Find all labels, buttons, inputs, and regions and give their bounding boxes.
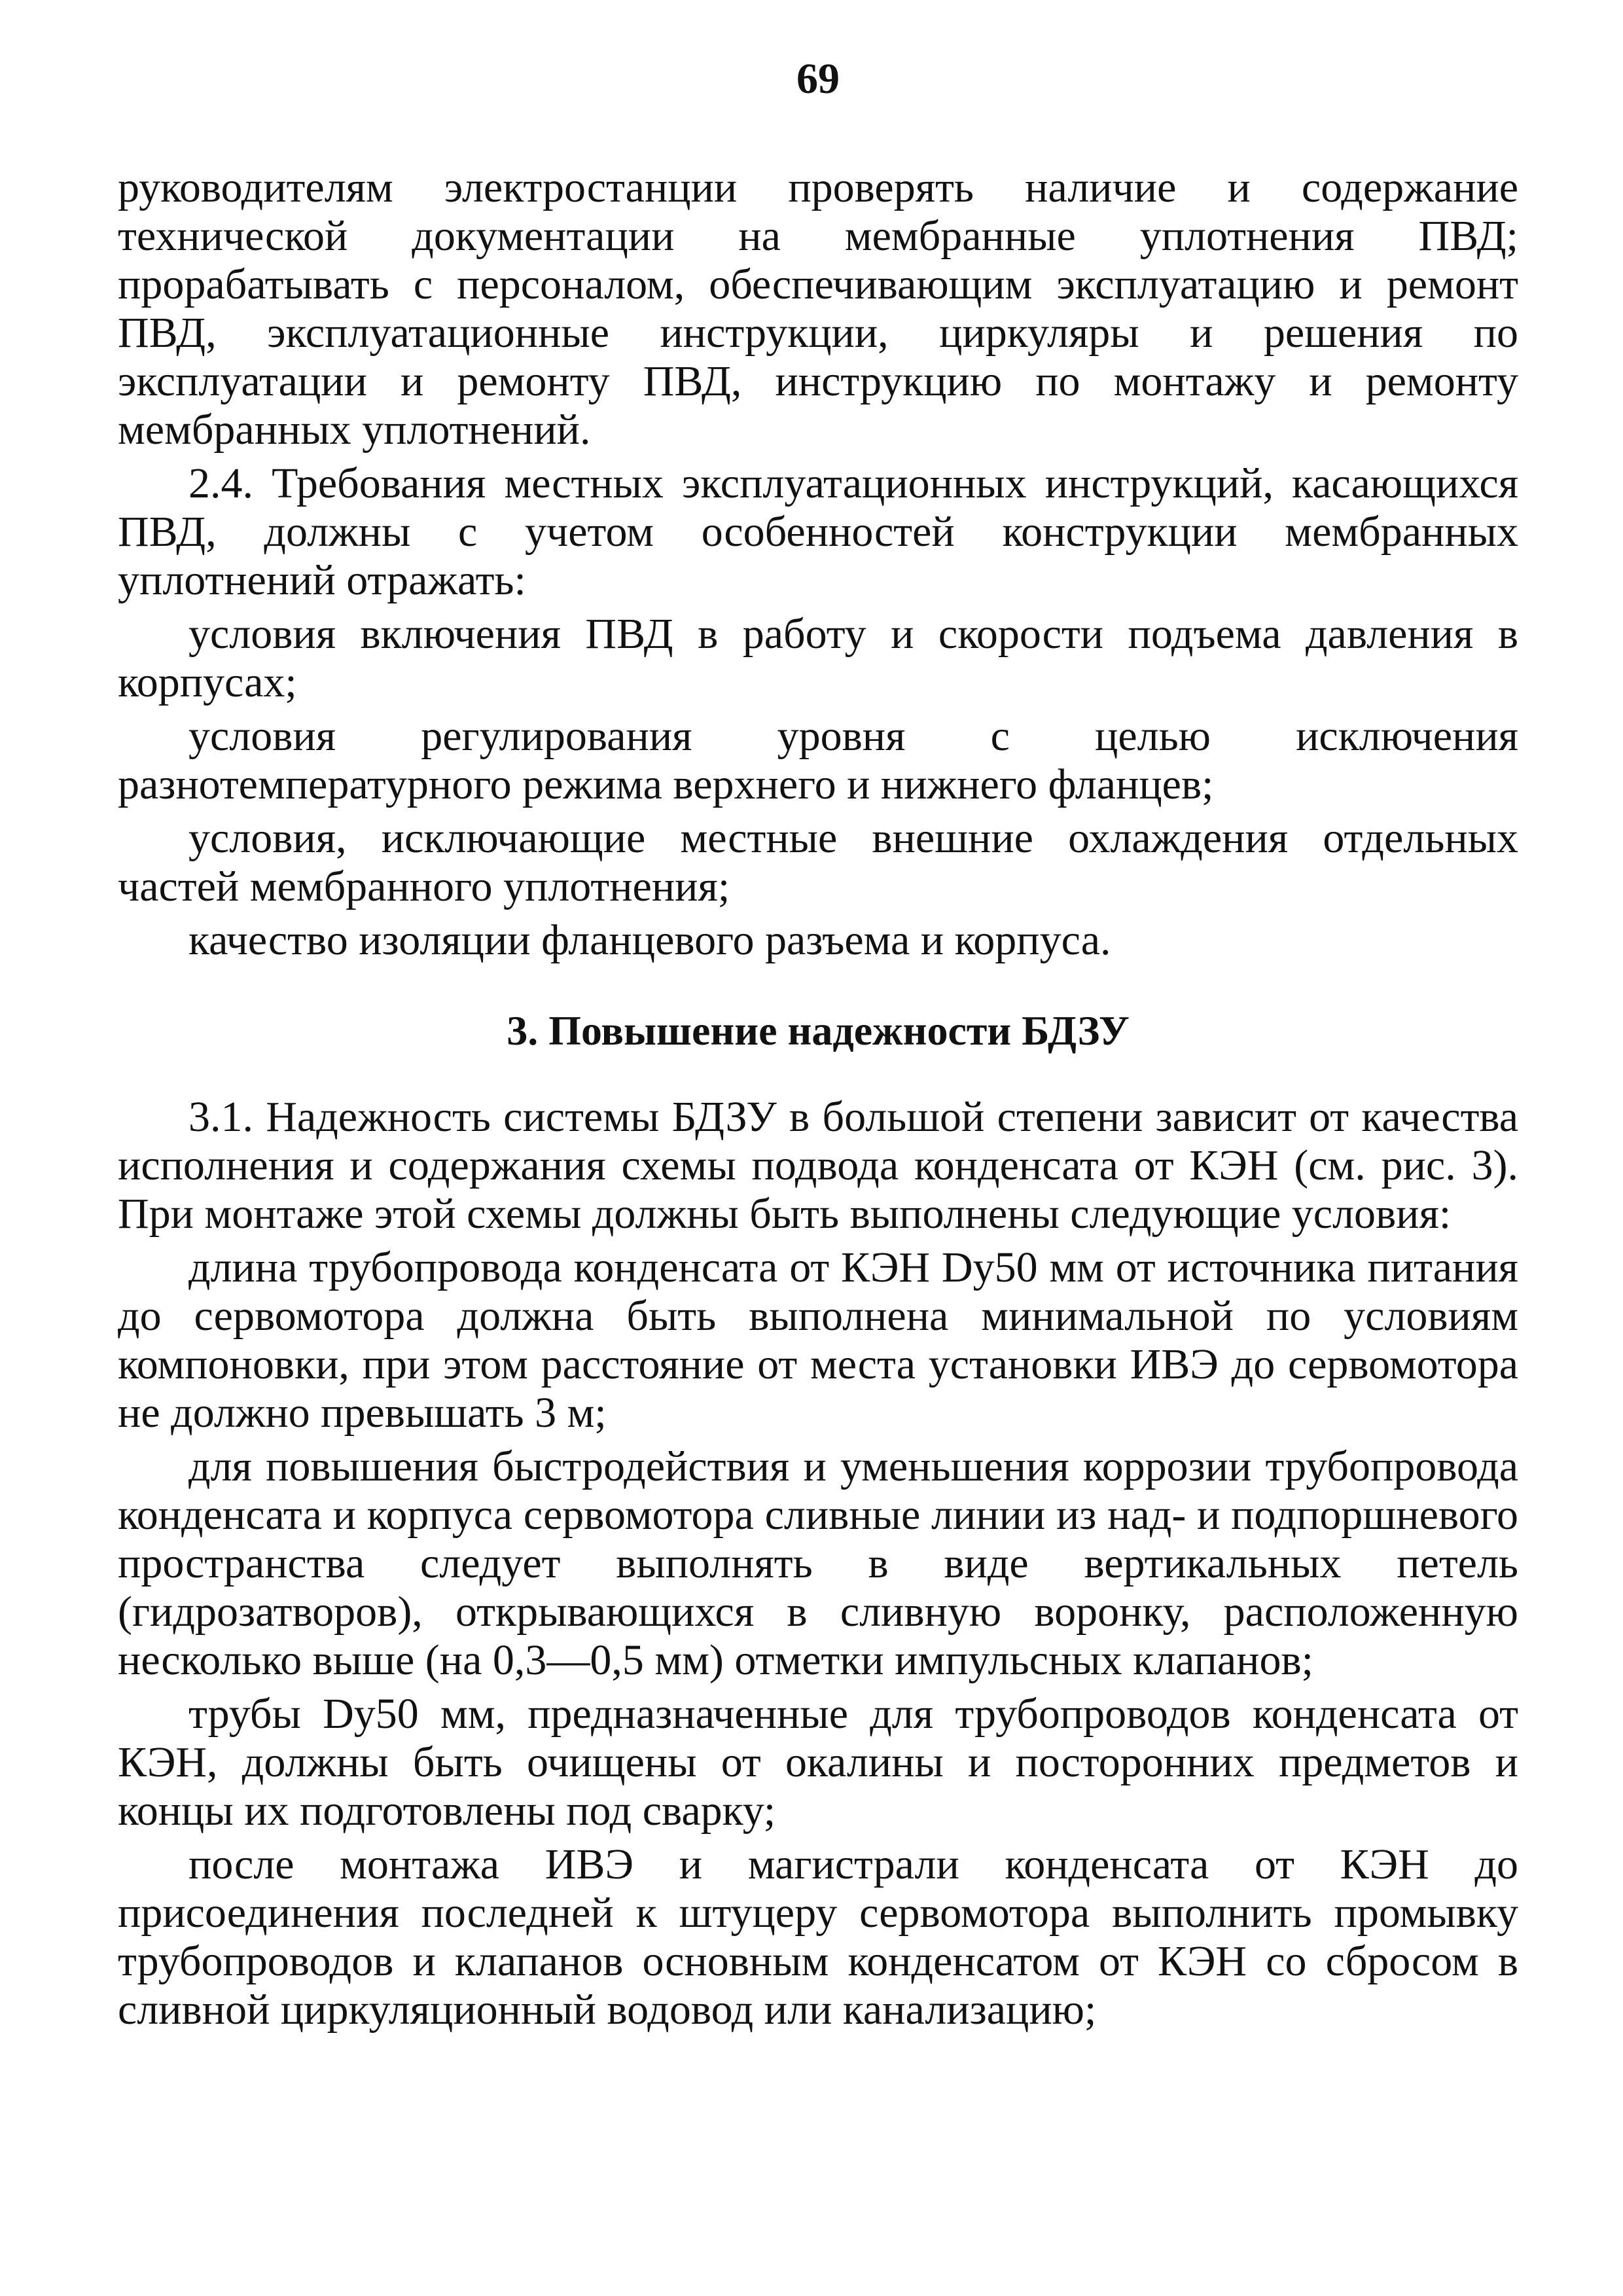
list-item-pressure: условия включения ПВД в работу и скорости подъема давления в корпусах; xyxy=(118,610,1518,706)
paragraph-2-4: 2.4. Требования местных эксплуатационных инструкций, касающихся ПВД, должны с учетом особенностей конструкции мембранных уплотнений отражать: xyxy=(118,459,1518,604)
list-item-drain-lines: для повышения быстродействия и уменьшения коррозии трубопровода конденсата и корпуса сервомотора сливные линии из над- и подпоршневого пространства следует выполнять в виде вертикальных петель (гидрозатворов), открывающихся в сливную воронку, расположенную несколько выше (на 0,3—0,5 мм) отметки импульсных клапанов; xyxy=(118,1443,1518,1684)
document-page xyxy=(118,0,1518,2296)
list-item-pipes-cleaning: трубы Dу50 мм, предназначенные для трубопроводов конденсата от КЭН, должны быть очищены от окалины и посторонних предметов и концы их подготовлены под сварку; xyxy=(118,1690,1518,1835)
paragraph-continued: руководителям электростанции проверять наличие и содержание технической документации на мембранные уплотнения ПВД; прорабатывать с персоналом, обеспечивающим эксплуатацию и ремонт ПВД, эксплуатационные инструкции, циркуляры и решения по эксплуатации и ремонту ПВД, инструкцию по монтажу и ремонту мембранных уплотнений. xyxy=(118,164,1518,454)
list-item-level: условия регулирования уровня с целью исключения разнотемпературного режима верхнего и нижнего фланцев; xyxy=(118,712,1518,808)
page-body xyxy=(118,164,1518,2039)
paragraph-3-1: 3.1. Надежность системы БДЗУ в большой степени зависит от качества исполнения и содержания схемы подвода конденсата от КЭН (см. рис. 3). При монтаже этой схемы должны быть выполнены следующие условия: xyxy=(118,1093,1518,1238)
list-item-insulation: качество изоляции фланцевого разъема и корпуса. xyxy=(188,916,1111,964)
page-number: 69 xyxy=(796,55,840,103)
list-item-flushing: после монтажа ИВЭ и магистрали конденсата от КЭН до присоединения последней к штуцеру сервомотора выполнить промывку трубопроводов и клапанов основным конденсатом от КЭН со сбросом в сливной циркуляционный водовод или канализацию; xyxy=(118,1840,1518,2034)
list-item-cooling: условия, исключающие местные внешние охлаждения отдельных частей мембранного уплотнения; xyxy=(118,814,1518,910)
section-heading: 3. Повышение надежности БДЗУ xyxy=(507,1007,1130,1054)
list-item-pipe-length: длина трубопровода конденсата от КЭН Dу50 мм от источника питания до сервомотора должна быть выполнена минимальной по условиям компоновки, при этом расстояние от места установки ИВЭ до сервомотора не должно превышать 3 м; xyxy=(118,1244,1518,1437)
